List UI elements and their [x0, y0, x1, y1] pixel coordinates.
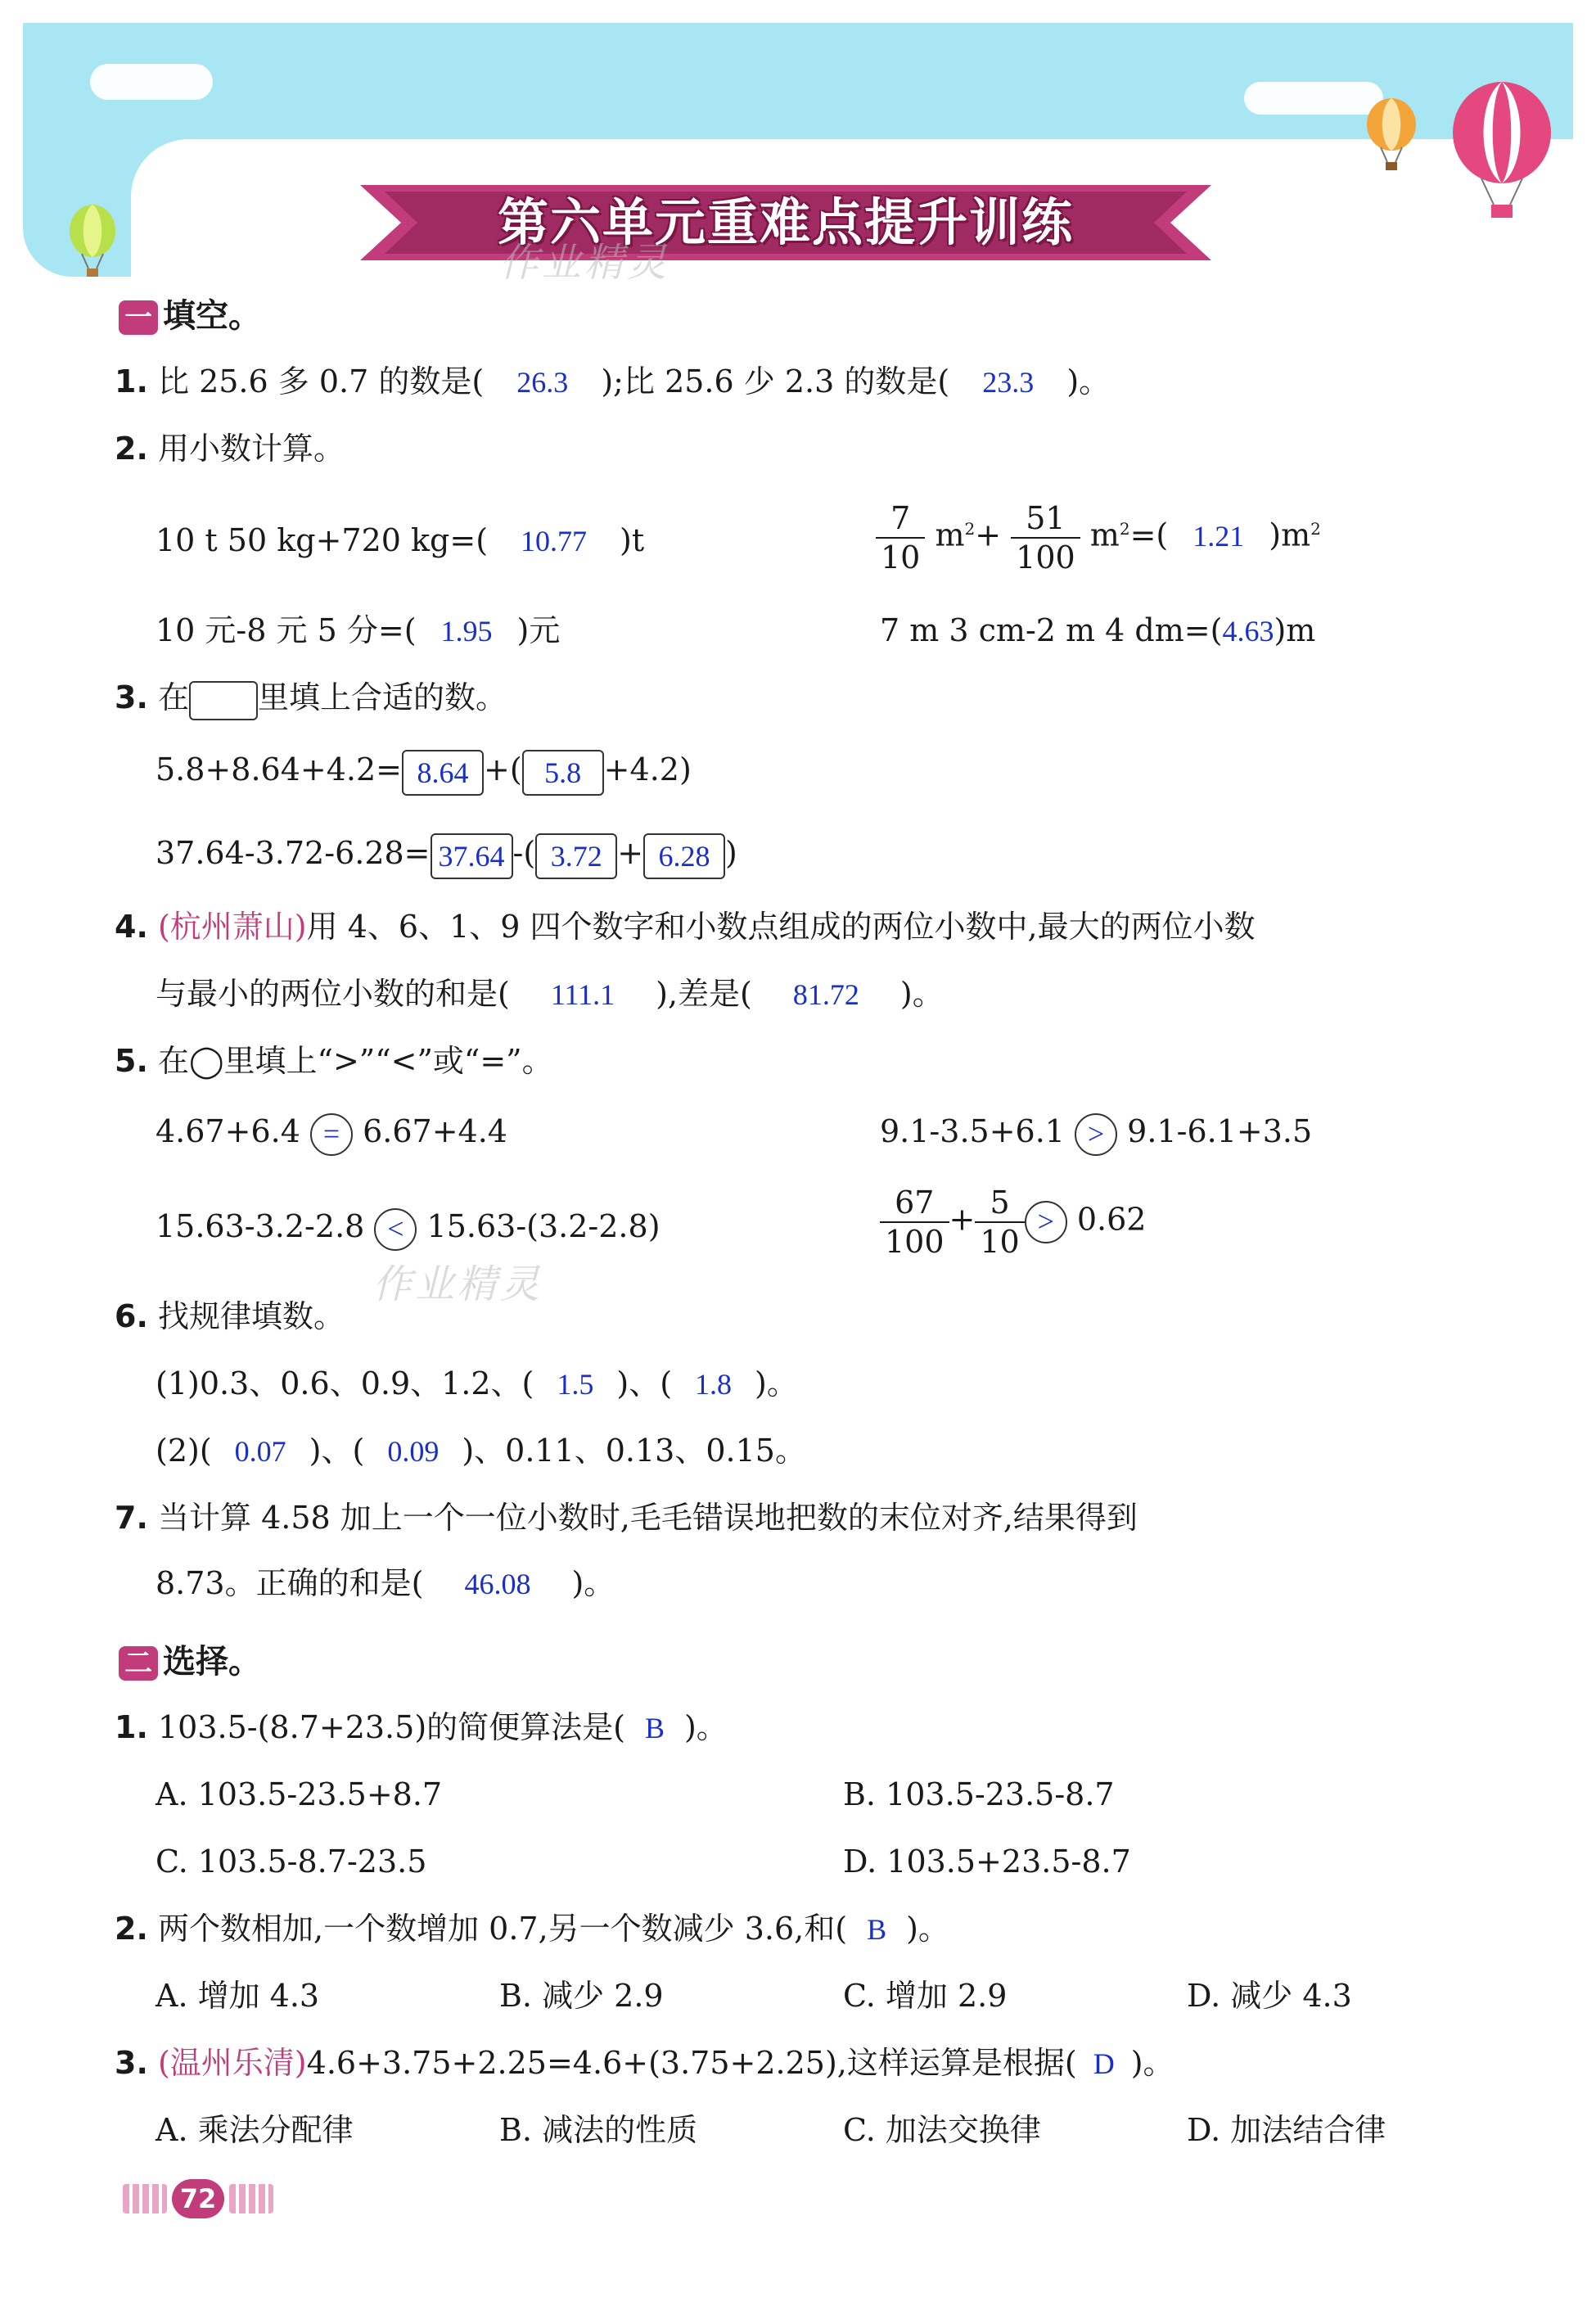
answer: 26.3	[516, 366, 569, 399]
section-title: 选择。	[163, 1643, 261, 1681]
choice-question-1: 1. 103.5-(8.7+23.5)的简便算法是( B )。	[115, 1709, 728, 1745]
choice-2-option-c: C. 增加 2.9	[843, 1978, 1008, 2014]
choice-1-option-b: B. 103.5-23.5-8.7	[843, 1776, 1115, 1812]
question-6-line2: (2)( 0.07 )、( 0.09 )、0.11、0.13、0.15。	[156, 1433, 806, 1469]
answer: B	[867, 1913, 887, 1946]
answer: D	[1093, 2047, 1115, 2080]
choice-question-2: 2. 两个数相加,一个数增加 0.7,另一个数减少 3.6,和( B )。	[115, 1911, 949, 1947]
question-6: 6. 找规律填数。	[115, 1298, 345, 1334]
question-5-b1: 15.63-3.2-2.8 < 15.63-(3.2-2.8)	[156, 1203, 660, 1251]
page-decoration-right	[229, 2184, 273, 2214]
answer: 1.21	[1192, 519, 1245, 553]
choice-question-3: 3. (温州乐清)4.6+3.75+2.25=4.6+(3.75+2.25),这样运算是根据( D )。	[115, 2045, 1174, 2081]
question-4: 4. (杭州萧山)用 4、6、1、9 四个数字和小数点组成的两位小数中,最大的两位小数	[115, 909, 1256, 945]
choice-1-option-c: C. 103.5-8.7-23.5	[156, 1843, 427, 1880]
question-5-a2: 9.1-3.5+6.1 > 9.1-6.1+3.5	[880, 1108, 1312, 1156]
question-7-line2: 8.73。正确的和是( 46.08 )。	[156, 1565, 615, 1601]
question-7: 7. 当计算 4.58 加上一个一位小数时,毛毛错误地把数的末位对齐,结果得到	[115, 1500, 1138, 1536]
region-label: (温州乐清)	[157, 2045, 307, 2081]
answer-box: 3.72	[535, 833, 617, 879]
choice-2-option-b: B. 减少 2.9	[499, 1978, 664, 2014]
choice-3-option-d: D. 加法结合律	[1187, 2112, 1386, 2148]
balloon-icon-pink	[1449, 82, 1555, 221]
answer: 4.63	[1222, 615, 1274, 648]
balloon-icon-left	[64, 205, 121, 278]
question-2: 2. 用小数计算。	[115, 431, 345, 467]
answer: 0.09	[387, 1435, 440, 1468]
answer-box: 6.28	[643, 833, 725, 879]
choice-3-option-c: C. 加法交换律	[843, 2112, 1041, 2148]
cloud-left	[90, 64, 213, 100]
choice-1-option-d: D. 103.5+23.5-8.7	[843, 1843, 1131, 1880]
question-2-row1-right: $\frac{7}{10}$ $m^2+$ $\frac{51}{100}$ $m^2=$( 1.21 )$m^2$	[876, 499, 1321, 576]
balloon-icon-orange	[1363, 98, 1420, 172]
question-5-a1: 4.67+6.4 = 6.67+4.4	[156, 1108, 507, 1156]
answer: 1.8	[695, 1368, 733, 1401]
section-badge: 一	[119, 300, 158, 335]
question-1: 1. 比 25.6 多 0.7 的数是( 26.3 );比 25.6 少 2.3 的数是( 23.3 )。	[115, 363, 1111, 399]
question-3-line2: 37.64-3.72-6.28= 37.64 -( 3.72 + 6.28 )	[156, 830, 737, 879]
watermark-middle: 作业精灵	[372, 1261, 543, 1307]
answer-box: 5.8	[522, 750, 604, 796]
question-3: 3. 在 里填上合适的数。	[115, 675, 507, 720]
answer: B	[644, 1712, 665, 1744]
answer: 0.07	[234, 1435, 286, 1468]
section-heading-choice	[119, 1639, 261, 1685]
answer-box: 8.64	[402, 750, 484, 796]
empty-box-icon	[189, 681, 258, 720]
choice-2-option-a: A. 增加 4.3	[156, 1978, 320, 2014]
question-2-row1-left: 10 t 50 kg+720 kg=( 10.77 )t	[156, 522, 645, 558]
choice-1-option-a: A. 103.5-23.5+8.7	[156, 1776, 443, 1812]
answer-circle: >	[1075, 1113, 1117, 1156]
answer: 10.77	[521, 525, 588, 557]
page-title: 第六单元重难点提升训练	[497, 192, 1074, 252]
answer: 81.72	[792, 978, 859, 1011]
choice-3-option-b: B. 减法的性质	[499, 2112, 698, 2148]
page-number	[123, 2176, 270, 2222]
question-3-line1: 5.8+8.64+4.2= 8.64 +( 5.8 +4.2)	[156, 747, 692, 796]
question-5: 5. 在◯里填上“>”“<”或“=”。	[115, 1043, 553, 1079]
answer-circle: =	[310, 1113, 353, 1156]
question-2-row2-right: 7 m 3 cm-2 m 4 dm=(4.63)m	[880, 612, 1316, 648]
title-banner	[360, 182, 1211, 264]
answer: 23.3	[982, 366, 1035, 399]
section-badge: 二	[119, 1646, 158, 1681]
section-title: 填空。	[163, 297, 261, 335]
question-5-b2: $\frac{67}{100}$ + $\frac{5}{10}$ > 0.62	[880, 1184, 1146, 1261]
answer-circle: >	[1025, 1201, 1067, 1243]
page-number-label: 72	[172, 2179, 224, 2218]
question-2-row2-left: 10 元-8 元 5 分=( 1.95 )元	[156, 612, 561, 648]
question-4-line2: 与最小的两位小数的和是( 111.1 ),差是( 81.72 )。	[156, 976, 944, 1012]
answer: 1.5	[557, 1368, 594, 1401]
answer: 46.08	[464, 1568, 531, 1600]
answer: 111.1	[550, 978, 615, 1011]
choice-2-option-d: D. 减少 4.3	[1187, 1978, 1352, 2014]
answer-box: 37.64	[431, 833, 513, 879]
answer: 1.95	[440, 615, 493, 648]
question-6-line1: (1)0.3、0.6、0.9、1.2、( 1.5 )、( 1.8 )。	[156, 1365, 798, 1401]
page-decoration-left	[123, 2184, 167, 2214]
choice-3-option-a: A. 乘法分配律	[156, 2112, 354, 2148]
section-heading-fill	[119, 293, 261, 339]
answer-circle: <	[374, 1208, 417, 1251]
watermark-top: 作业精灵	[499, 240, 670, 286]
region-label: (杭州萧山)	[157, 909, 307, 945]
